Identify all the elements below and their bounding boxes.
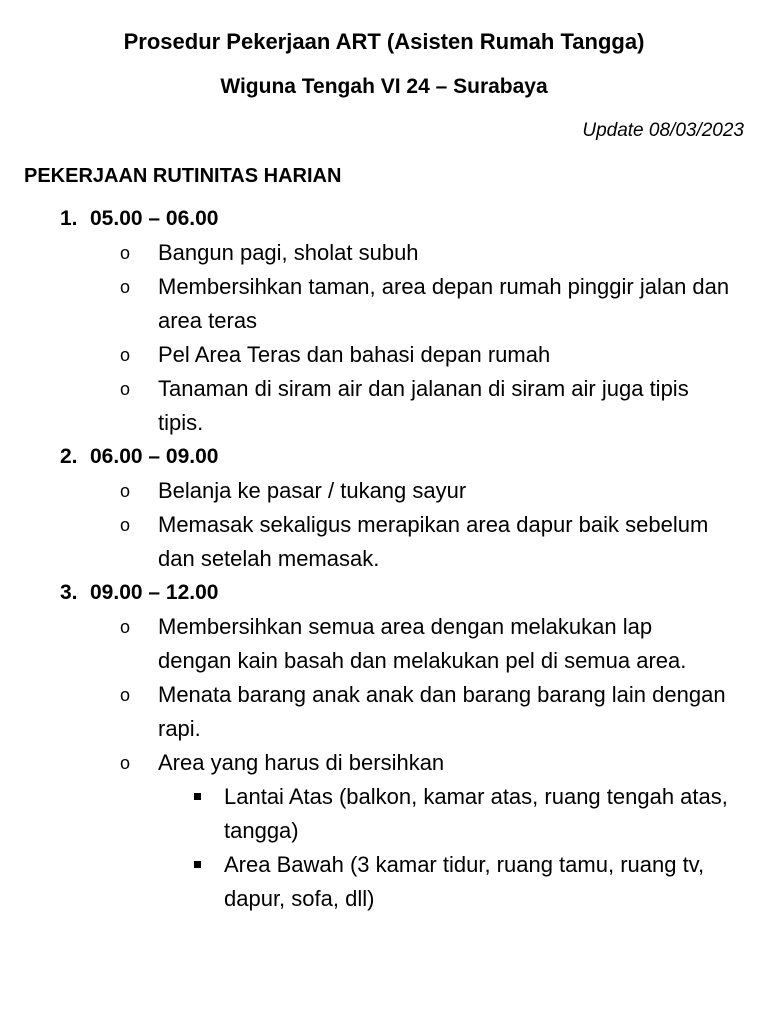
task-text: Belanja ke pasar / tukang sayur xyxy=(158,478,467,503)
area-item xyxy=(190,780,744,848)
area-item xyxy=(190,848,744,916)
circle-bullet-icon: o xyxy=(120,243,131,263)
task-item xyxy=(120,338,744,372)
square-bullet-icon xyxy=(190,780,224,848)
square-bullet-icon xyxy=(190,848,224,916)
circle-bullet-icon: o xyxy=(120,617,131,637)
task-item xyxy=(120,508,744,576)
circle-bullet-icon: o xyxy=(120,277,131,297)
task-item xyxy=(120,236,744,270)
task-text: Bangun pagi, sholat subuh xyxy=(158,240,419,265)
area-list xyxy=(24,780,744,916)
document-title: Prosedur Pekerjaan ART (Asisten Rumah Tangga) xyxy=(123,29,645,54)
area-text: Area Bawah (3 kamar tidur, ruang tamu, ruang tv, dapur, sofa, dll) xyxy=(224,852,705,911)
task-item xyxy=(120,746,744,780)
task-item xyxy=(120,474,744,508)
time-slot-heading xyxy=(24,202,744,236)
schedule-block-1 xyxy=(24,202,744,440)
circle-bullet-icon: o xyxy=(120,345,131,365)
time-slot-heading xyxy=(24,440,744,474)
task-list xyxy=(24,236,744,440)
task-text: Membersihkan semua area dengan melakukan lap dengan kain basah dan melakukan pel di semua area. xyxy=(158,614,687,673)
circle-bullet-icon: o xyxy=(120,685,131,705)
circle-bullet-icon: o xyxy=(120,379,131,399)
section-heading: PEKERJAAN RUTINITAS HARIAN xyxy=(24,165,342,187)
task-text: Pel Area Teras dan bahasi depan rumah xyxy=(158,342,551,367)
circle-bullet-icon: o xyxy=(120,481,131,501)
task-list xyxy=(24,474,744,576)
update-date: Update 08/03/2023 xyxy=(582,120,744,141)
area-text: Lantai Atas (balkon, kamar atas, ruang tengah atas, tangga) xyxy=(224,784,728,843)
circle-bullet-icon: o xyxy=(120,753,131,773)
block-number: 3. xyxy=(60,581,78,604)
task-text: Area yang harus di bersihkan xyxy=(158,750,445,775)
task-item xyxy=(120,610,744,678)
task-list xyxy=(24,610,744,780)
block-number: 1. xyxy=(60,207,78,230)
schedule-block-2 xyxy=(24,440,744,576)
schedule-block-3 xyxy=(24,576,744,916)
task-text: Tanaman di siram air dan jalanan di siram air juga tipis tipis. xyxy=(158,376,689,435)
task-text: Menata barang anak anak dan barang barang lain dengan rapi. xyxy=(158,682,726,741)
time-range: 09.00 – 12.00 xyxy=(90,581,219,604)
task-text: Memasak sekaligus merapikan area dapur baik sebelum dan setelah memasak. xyxy=(158,512,709,571)
time-range: 05.00 – 06.00 xyxy=(90,207,219,230)
block-number: 2. xyxy=(60,445,78,468)
task-item xyxy=(120,372,744,440)
time-slot-heading xyxy=(24,576,744,610)
time-range: 06.00 – 09.00 xyxy=(90,445,219,468)
task-item xyxy=(120,678,744,746)
task-item xyxy=(120,270,744,338)
schedule-list xyxy=(24,202,744,916)
document-subtitle: Wiguna Tengah VI 24 – Surabaya xyxy=(220,75,548,98)
task-text: Membersihkan taman, area depan rumah pinggir jalan dan area teras xyxy=(158,274,730,333)
circle-bullet-icon: o xyxy=(120,515,131,535)
